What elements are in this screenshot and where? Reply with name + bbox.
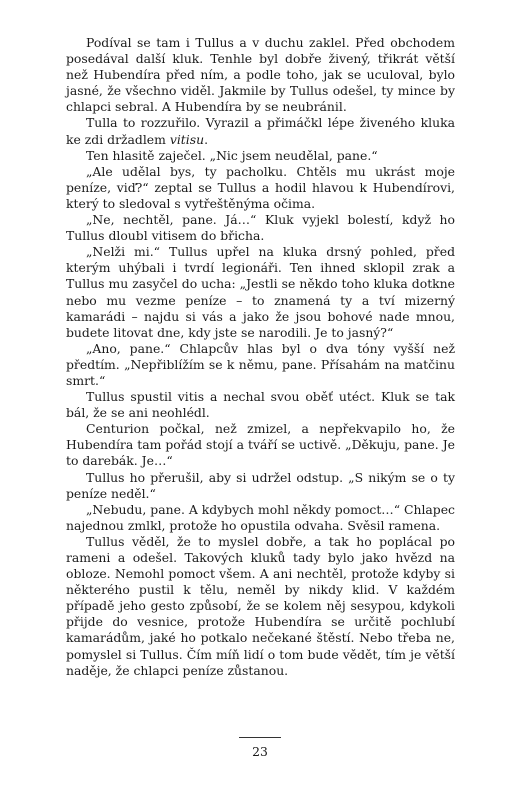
- paragraph-9: Centurion počkal, než zmizel, a nepřekvapilo ho, že Hubendíra tam pořád stojí a tváří se uctivě. „Děkuju, pane. Je to darebák. Je…“: [66, 421, 455, 469]
- paragraph-2-period: .: [204, 131, 209, 147]
- paragraph-7: „Ano, pane.“ Chlapcův hlas byl o dva tóny vyšší než předtím. „Nepřiblížím se k němu, pane. Přísahám na matčinu smrt.“: [66, 340, 455, 388]
- paragraph-11: „Nebudu, pane. A kdybych mohl někdy pomoct…“ Chlapec najednou zmlkl, protože ho opustila odvaha. Svěsil ramena.: [66, 501, 455, 533]
- paragraph-8: Tullus spustil vitis a nechal svou oběť utéct. Kluk se tak bál, že se ani neohlédl.: [66, 389, 455, 421]
- paragraph-3: Ten hlasitě zaječel. „Nic jsem neudělal, pane.“: [86, 147, 378, 163]
- body-text: [66, 35, 455, 679]
- paragraph-6: „Nelži mi.“ Tullus upřel na kluka drsný pohled, před kterým uhýbali i tvrdí legionáři. Ten ihned sklopil zrak a Tullus mu zasyčel do ucha: „Jestli se někdo toho kluka dotkne nebo mu vezme peníze – to znamená ty a tví mizerný kamarádi – najdu si vás a jako že jsou bohové nade mnou, budete litovat dne, kdy jste se narodili. Je to jasný?“: [66, 244, 455, 340]
- footer-rule: [239, 737, 281, 738]
- paragraph-5: „Ne, nechtěl, pane. Já…“ Kluk vyjekl bolestí, když ho Tullus dloubl vitisem do břicha.: [66, 212, 455, 244]
- paragraph-12: Tullus věděl, že to myslel dobře, a tak ho poplácal po rameni a odešel. Takových kluků tady bylo jako hvězd na obloze. Nemohl pomoct všem. A ani nechtěl, protože kdyby si některého pustil k tělu, neměl by nikdy klid. V každém případě jeho gesto způsobí, že se kolem něj sesypou, kdykoli přijde do vesnice, protože Hubendíra se určitě pochlubí kamarádům, jaké ho potkalo nečekané štěstí. Nebo třeba ne, pomyslel si Tullus. Čím míň lidí o tom bude vědět, tím je větší naděje, že chlapci peníze zůstanou.: [66, 533, 455, 678]
- italic-word-vitisu: vitisu: [169, 131, 205, 147]
- paragraph-1: Podíval se tam i Tullus a v duchu zaklel. Před obchodem posedával další kluk. Tenhle byl dobře živený, třikrát větší než Hubendíra před ním, a podle toho, jak se uculoval, bylo jasné, že všechno viděl. Jakmile by Tullus odešel, ty mince by chlapci sebral. A Hubendíra by se neubránil.: [66, 35, 455, 115]
- paragraph-10: Tullus ho přerušil, aby si udržel odstup. „S nikým se o ty peníze neděl.“: [66, 469, 455, 501]
- paragraph-4: „Ale udělal bys, ty pacholku. Chtěls mu ukrást moje peníze, viď?“ zeptal se Tullus a hodil hlavou k Hubendírovi, který to sledoval s vytřeštěnýma očima.: [66, 163, 455, 211]
- paragraph-2: [66, 115, 455, 147]
- paragraph-2-text: Tulla to rozzuřilo. Vyrazil a přimáčkl lépe živeného kluka ke zdi držadlem: [66, 115, 455, 147]
- page-number: 23: [252, 744, 268, 759]
